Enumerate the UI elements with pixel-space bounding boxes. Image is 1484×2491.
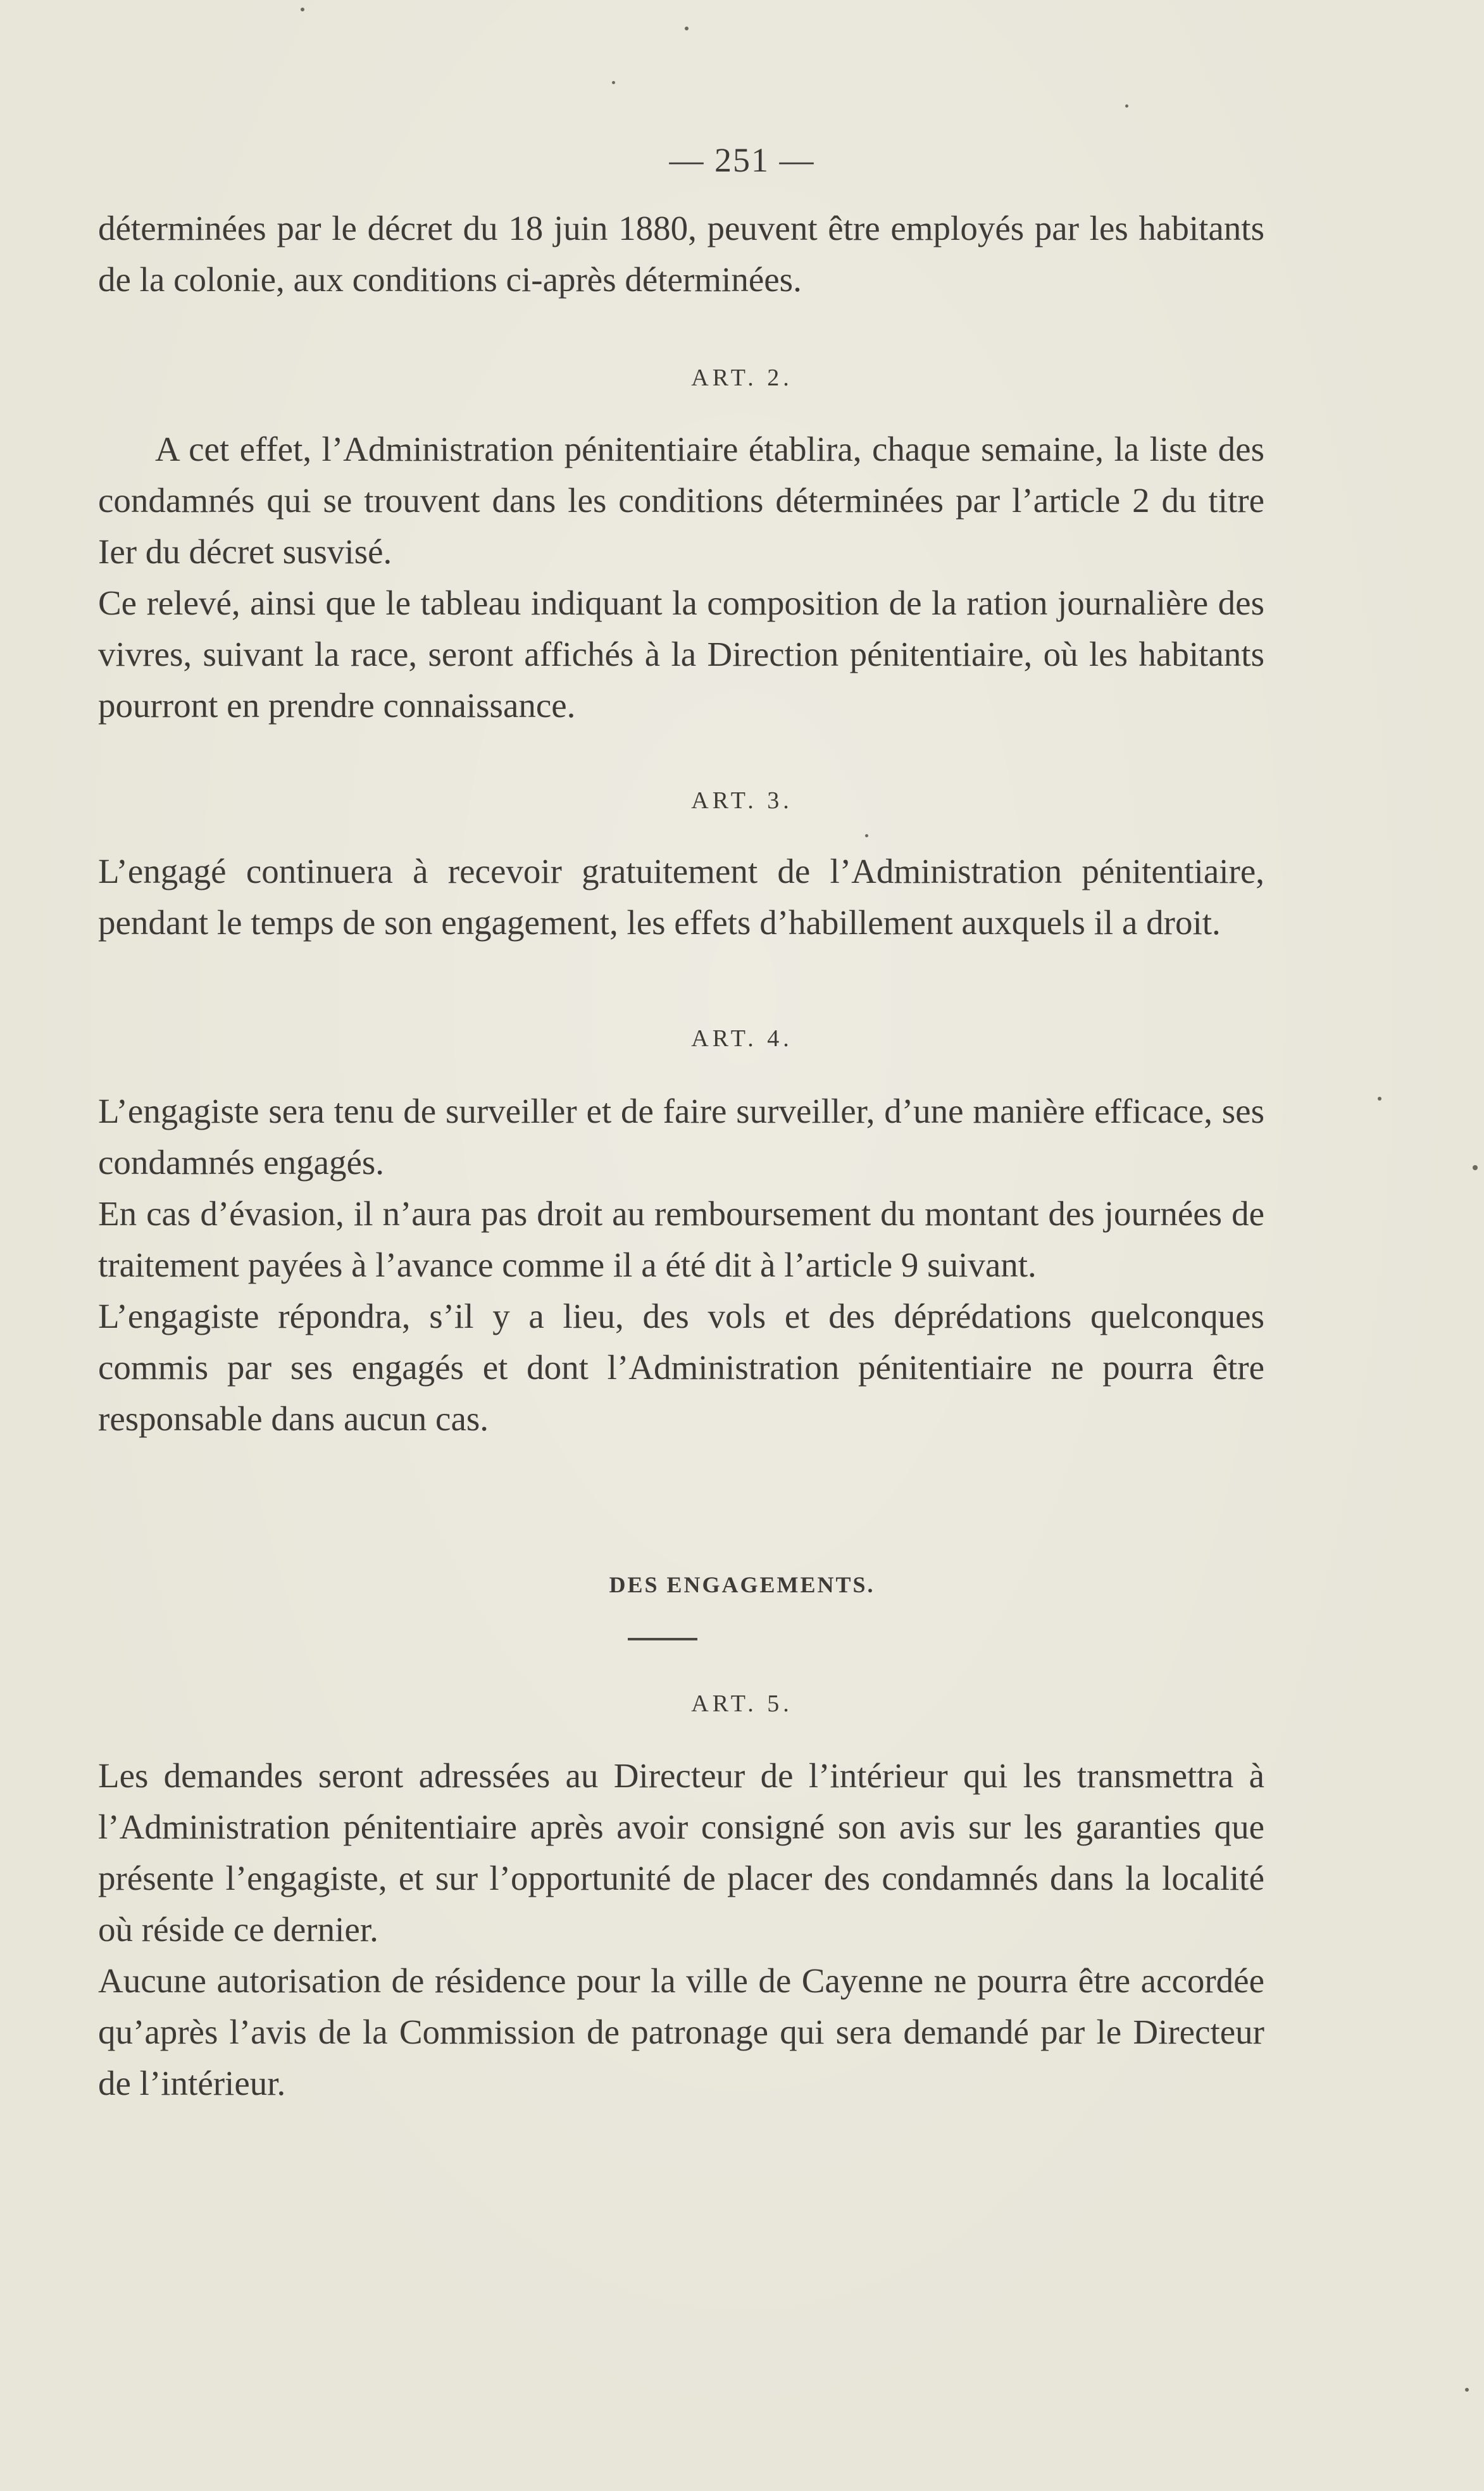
paper-speck	[1378, 1097, 1381, 1101]
intro-paragraph	[98, 203, 1264, 305]
paragraph: Aucune autorisation de résidence pour la ville de Cayenne ne pourra être accordée qu’après l’avis de la Commission de patronage qui sera demandé par le Directeur de l’intérieur.	[98, 1961, 1264, 2102]
page-number: — 251 —	[669, 141, 815, 179]
paper-speck	[301, 8, 304, 11]
article-3-body	[98, 846, 1264, 948]
paragraph: L’engagiste sera tenu de surveiller et de faire surveiller, d’une manière efficace, ses condamnés engagés.	[98, 1092, 1264, 1182]
article-4-body	[98, 1085, 1264, 1444]
paragraph: Les demandes seront adressées au Directeur de l’intérieur qui les transmettra à l’Administration pénitentiaire après avoir consigné son avis sur les garanties que présente l’engagiste, et sur l’opportunité de placer des condamnés dans la localité où réside ce dernier.	[98, 1756, 1264, 1949]
paragraph: déterminées par le décret du 18 juin 1880, peuvent être employés par les habitants de la colonie, aux conditions ci-après déterminées.	[98, 209, 1264, 299]
paper-speck	[1473, 1165, 1478, 1170]
article-heading: ART. 2.	[691, 365, 793, 391]
paragraph: Ce relevé, ainsi que le tableau indiquant la composition de la ration journalière des vivres, suivant la race, seront affichés à la Direction pénitentiaire, où les habitants pourront en prendre connaissance.	[98, 584, 1264, 725]
section-heading: DES ENGAGEMENTS.	[609, 1572, 875, 1597]
paragraph: L’engagiste répondra, s’il y a lieu, des vols et des déprédations quelconques commis par ses engagés et dont l’Administration pénitentiaire ne pourra être responsable dans aucun cas.	[98, 1297, 1264, 1438]
article-2-body	[98, 423, 1264, 731]
article-5-body	[98, 1750, 1264, 2109]
paragraph: En cas d’évasion, il n’aura pas droit au remboursement du montant des journées de traitement payées à l’avance comme il a été dit à l’article 9 suivant.	[98, 1194, 1264, 1284]
article-heading: ART. 4.	[691, 1025, 793, 1052]
paper-speck	[612, 81, 615, 84]
article-heading: ART. 3.	[691, 787, 793, 814]
paper-speck	[1465, 2388, 1469, 2392]
paper-speck	[1125, 104, 1128, 108]
paper-speck	[865, 834, 868, 837]
article-heading: ART. 5.	[691, 1690, 793, 1717]
paragraph: L’engagé continuera à recevoir gratuitement de l’Administration pénitentiaire, pendant le temps de son engagement, les effets d’habillement auxquels il a droit.	[98, 852, 1264, 942]
paragraph: A cet effet, l’Administration pénitentiaire établira, chaque semaine, la liste des condamnés qui se trouvent dans les conditions déterminées par l’article 2 du titre Ier du décret susvisé.	[98, 430, 1264, 571]
paper-speck	[685, 27, 689, 30]
section-divider	[628, 1638, 697, 1640]
